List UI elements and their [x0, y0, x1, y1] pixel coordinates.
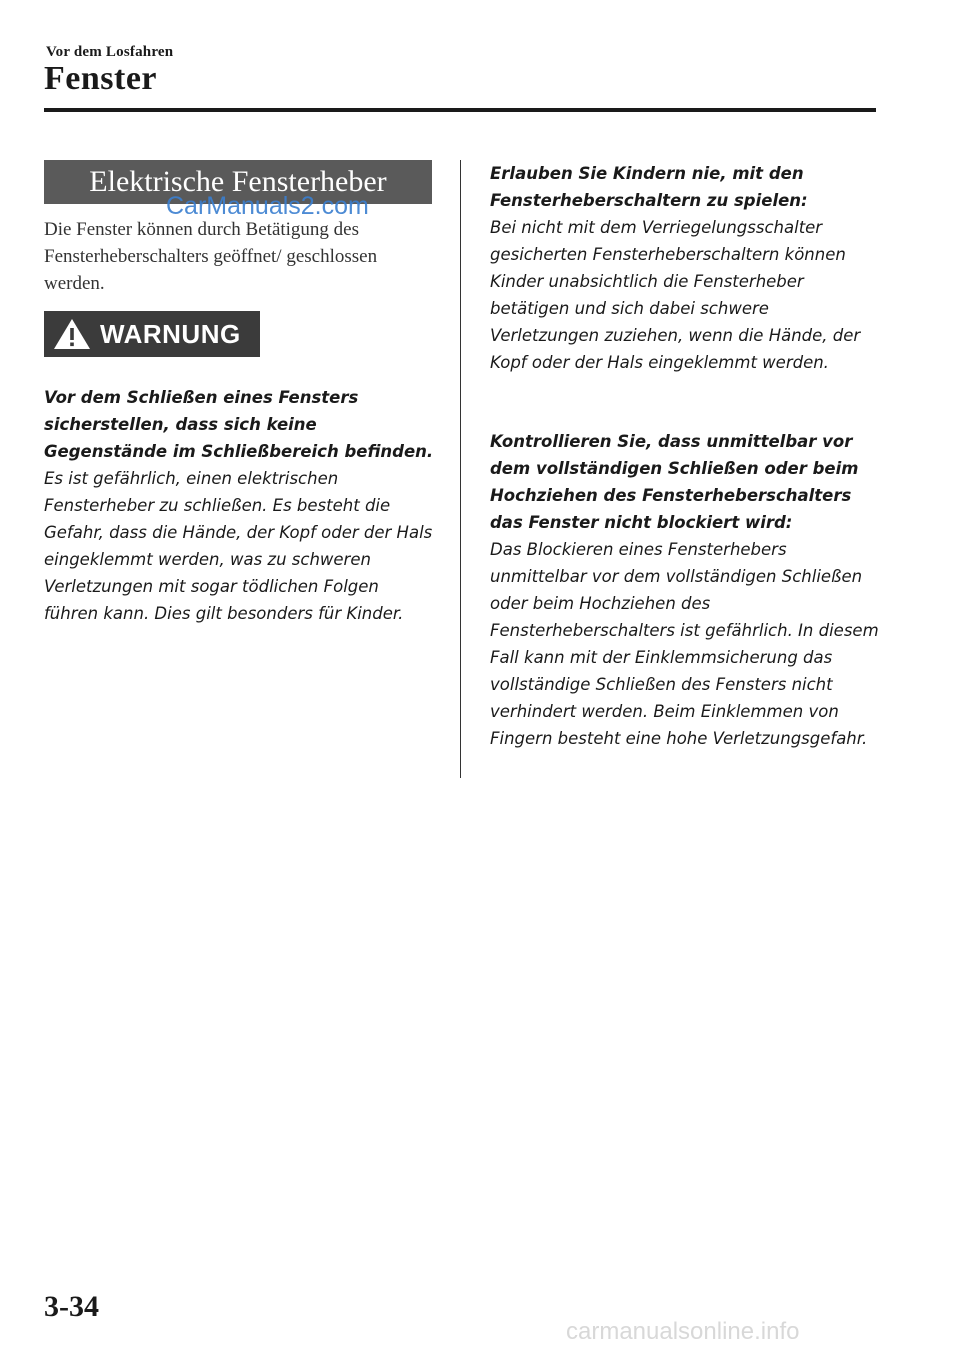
warning-body: Bei nicht mit dem Verriegelungsschalter gesicherten Fensterheberschaltern können Kinder unabsichtlich die Fensterheber betätigen und sich dabei schwere Verletzungen zuziehen, wenn die Hände, der Kopf oder der Hals eingeklemmt werden.: [490, 218, 861, 372]
warning-heading: Vor dem Schließen eines Fensters sicherstellen, dass sich keine Gegenstände im Schließbereich befinden.: [44, 388, 434, 461]
warning-heading: Kontrollieren Sie, dass unmittelbar vor dem vollständigen Schließen oder beim Hochziehen des Fensterheberschalters das Fenster nicht blockiert wird:: [490, 432, 859, 532]
warning-triangle-icon: [52, 317, 92, 351]
column-divider: [460, 160, 461, 778]
title-rule: [44, 108, 876, 112]
warning-body: Es ist gefährlich, einen elektrischen Fensterheber zu schließen. Es besteht die Gefahr, dass die Hände, der Kopf oder der Hals eingeklemmt werden, was zu schweren Verletzungen mit sogar tödlichen Folgen führen kann. Dies gilt besonders für Kinder.: [44, 469, 433, 623]
page-title: Fenster: [44, 60, 158, 97]
warning-item: [490, 160, 880, 376]
warning-body: Das Blockieren eines Fensterhebers unmittelbar vor dem vollständigen Schließen oder beim Hochziehen des Fensterheberschalters ist gefährlich. In diesem Fall kann mit der Einklemmsicherung das vollständige Schließen des Fensters nicht verhindert werden. Beim Einklemmen von Fingern besteht eine hohe Verletzungsgefahr.: [490, 540, 879, 748]
watermark-top: CarManuals2.com: [166, 192, 369, 220]
breadcrumb: Vor dem Losfahren: [46, 44, 174, 60]
warning-item: [44, 384, 434, 627]
warning-item: [490, 428, 880, 752]
warning-label: WARNUNG: [100, 318, 241, 349]
intro-text: Die Fenster können durch Betätigung des Fensterheberschalters geöffnet/ geschlossen werden.: [44, 219, 378, 294]
warning-badge: [44, 311, 260, 357]
watermark-bottom: carmanualsonline.info: [566, 1318, 800, 1345]
page-number: 3-34: [44, 1290, 99, 1323]
section-title: Elektrische Fensterheber: [44, 160, 432, 204]
warning-heading: Erlauben Sie Kindern nie, mit den Fensterheberschaltern zu spielen:: [490, 164, 808, 210]
